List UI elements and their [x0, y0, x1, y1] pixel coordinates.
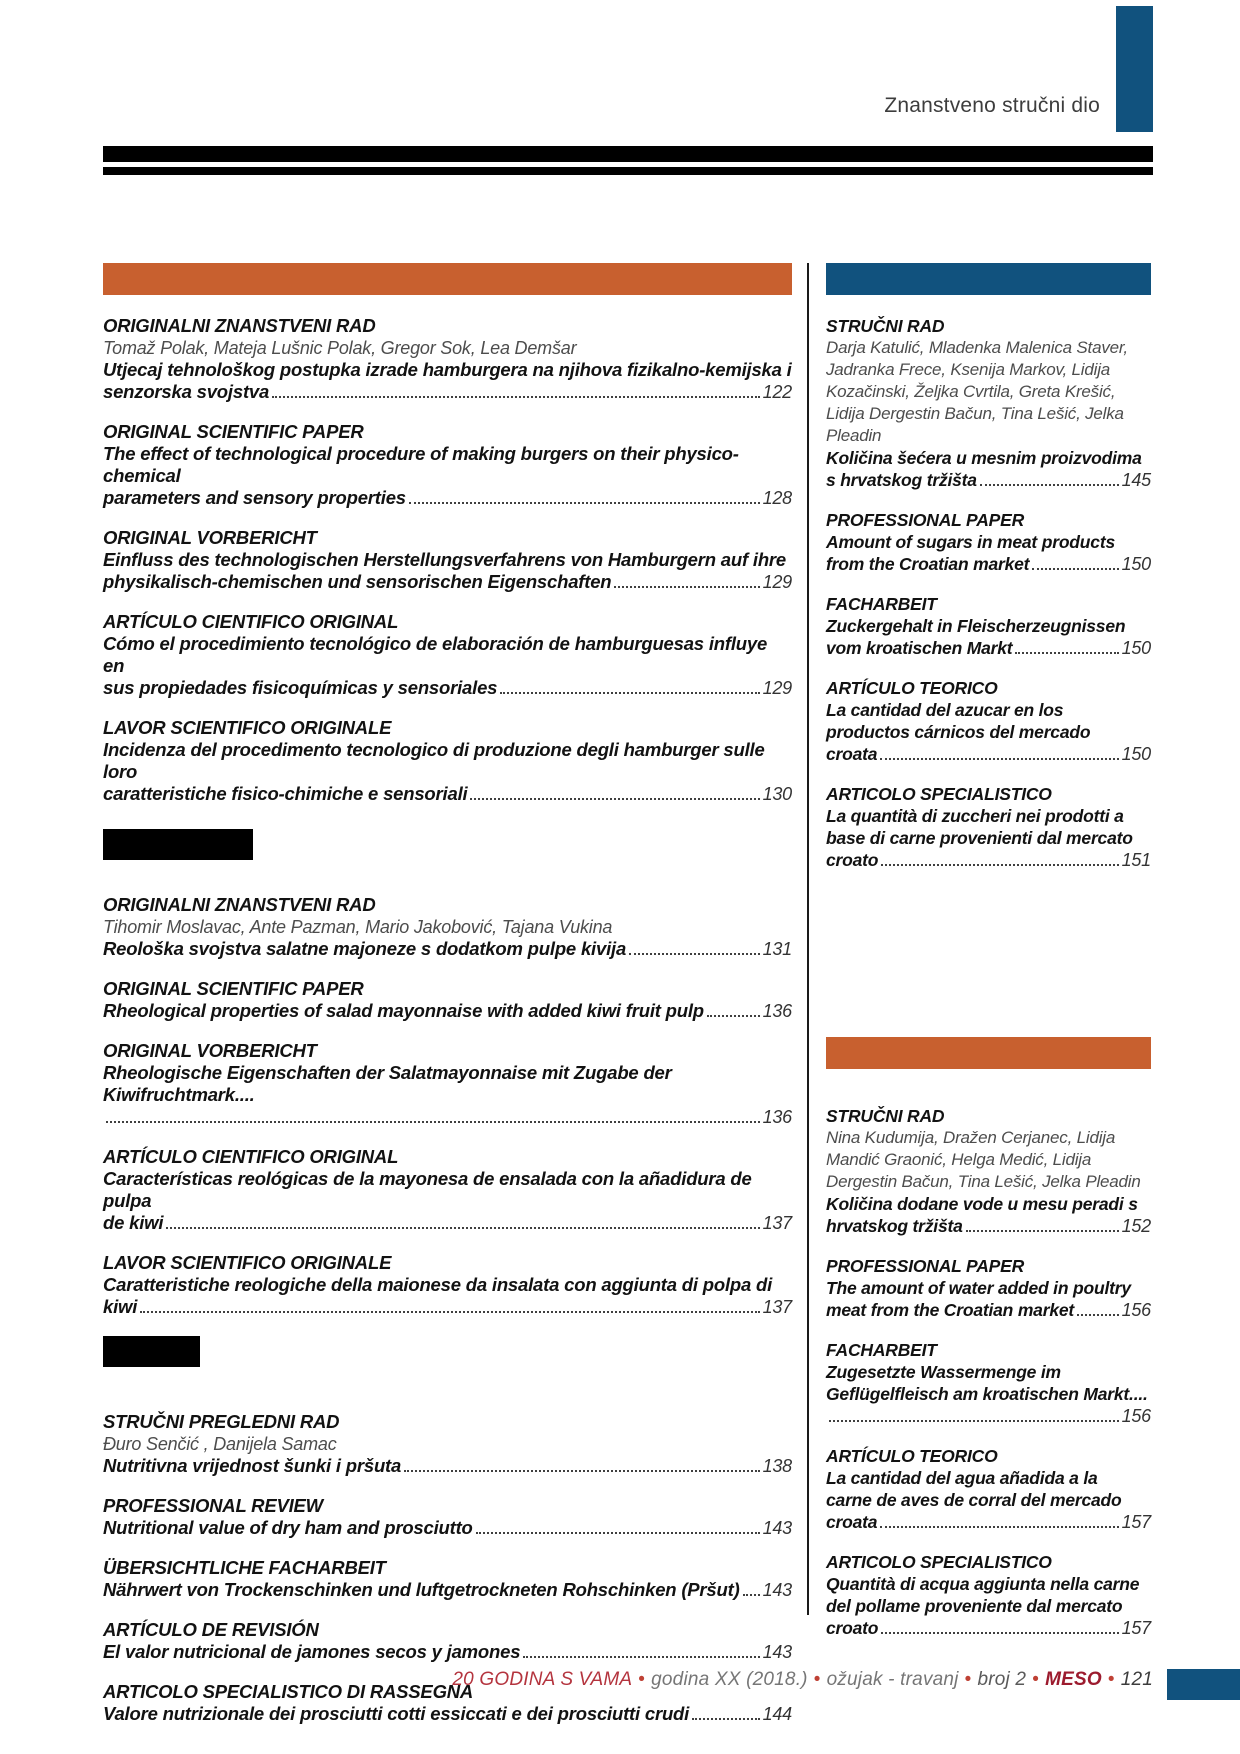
footer-brand: 20 GODINA S VAMA [452, 1669, 633, 1690]
entry-type-heading: PROFESSIONAL PAPER [826, 510, 1025, 530]
entry-title-line: Cómo el procedimiento tecnológico de elaboración de hamburguesas influye en [103, 633, 768, 676]
toc-entry [103, 1252, 792, 1318]
entry-page-number: 150 [1121, 638, 1151, 658]
entry-title-line: La cantidad del agua añadida a la [826, 1468, 1098, 1488]
entry-title-text: croato [826, 850, 879, 870]
entry-type-heading: ORIGINALNI ZNANSTVENI RAD [103, 894, 376, 915]
entry-type-heading: ORIGINAL VORBERICHT [103, 1040, 317, 1061]
entry-title-last-line [103, 677, 792, 699]
entry-type-heading: ORIGINALNI ZNANSTVENI RAD [103, 315, 376, 336]
dotted-leader [629, 953, 760, 955]
dotted-leader [881, 864, 1118, 866]
dotted-leader [707, 1015, 760, 1017]
bottom-right-blue-box [1167, 1669, 1240, 1700]
entry-title-line: Količina dodane vode u mesu peradi s [826, 1194, 1138, 1214]
entry-type-heading: ARTÍCULO DE REVISIÓN [103, 1619, 319, 1640]
dotted-leader [829, 1420, 1119, 1422]
entry-title-line: Quantità di acqua aggiunta nella carne [826, 1574, 1140, 1594]
top-right-blue-box [1116, 6, 1153, 132]
dotted-leader [106, 1121, 760, 1123]
toc-entry [103, 315, 792, 403]
entry-page-number: 143 [762, 1580, 792, 1600]
entry-title-last-line [826, 1511, 1151, 1533]
entry-title-text: caratteristiche fisico-chimiche e sensoriali [103, 783, 468, 804]
toc-entry [103, 611, 792, 699]
toc-entry [826, 1445, 1151, 1533]
toc-entry [103, 527, 792, 593]
entry-title-text: Nutritivna vrijednost šunki i pršuta [103, 1455, 402, 1476]
entry-title-last-line [103, 1106, 792, 1128]
entry-title-text: Valore nutrizionale dei prosciutti cotti essiccati e dei prosciutti crudi [103, 1703, 690, 1724]
entry-title-text: Nutritional value of dry ham and prosciutto [103, 1517, 473, 1538]
entry-title-text: croato [826, 1618, 879, 1638]
entry-page-number: 157 [1121, 1618, 1151, 1638]
entry-type-heading: ORIGINAL SCIENTIFIC PAPER [103, 978, 364, 999]
dotted-leader [409, 502, 760, 504]
entry-title-text: parameters and sensory properties [103, 487, 406, 508]
dotted-leader [880, 1526, 1118, 1528]
toc-entry [103, 894, 792, 960]
entry-title-text: physikalisch-chemischen und sensorischen Eigenschaften [103, 571, 612, 592]
dotted-leader [980, 484, 1119, 486]
entry-title-line: The effect of technological procedure of making burgers on their physico-chemical [103, 443, 739, 486]
entry-title-text: senzorska svojstva [103, 381, 270, 402]
dotted-leader [1077, 1314, 1119, 1316]
entry-page-number: 157 [1121, 1512, 1151, 1532]
entry-title-last-line [826, 1299, 1151, 1321]
toc-entry [103, 1495, 792, 1539]
toc-entry [826, 1255, 1151, 1321]
entry-page-number: 150 [1121, 744, 1151, 764]
footer-bullet: • [964, 1669, 972, 1690]
entry-page-number: 145 [1121, 470, 1151, 490]
entry-authors: Darja Katulić, Mladenka Malenica Staver, Jadranka Frece, Ksenija Markov, Lidija Kozačinski, Željka Cvrtila, Greta Krešić, Lidija Dergestin Bačun, Tina Lešić, Jelka Pleadin [826, 338, 1128, 445]
dotted-leader [500, 692, 759, 694]
toc-column-left [103, 263, 792, 1743]
entry-title-line: Incidenza del procedimento tecnologico di produzione degli hamburger sulle loro [103, 739, 765, 782]
entry-title-text: Reološka svojstva salatne majoneze s dodatkom pulpe kivija [103, 938, 627, 959]
entry-page-number: 138 [762, 1456, 792, 1476]
footer-bullet: • [813, 1669, 821, 1690]
entry-title-line: carne de aves de corral del mercado [826, 1490, 1122, 1510]
dotted-leader [743, 1594, 760, 1596]
header-rule-thick [103, 146, 1153, 162]
entry-authors: Tihomir Moslavac, Ante Pazman, Mario Jakobović, Tajana Vukina [103, 917, 613, 937]
entry-title-text: s hrvatskog tržišta [826, 470, 977, 490]
toc-entry [826, 1551, 1151, 1639]
entry-type-heading: ÜBERSICHTLICHE FACHARBEIT [103, 1557, 386, 1578]
entry-page-number: 152 [1121, 1216, 1151, 1236]
entry-title-line: Rheologische Eigenschaften der Salatmayonnaise mit Zugabe der Kiwifruchtmark.... [103, 1062, 672, 1105]
entry-title-line: Características reológicas de la mayonesa de ensalada con la añadidura de pulpa [103, 1168, 752, 1211]
footer-page-number: 121 [1120, 1669, 1153, 1690]
toc-entry [826, 1339, 1151, 1427]
dotted-leader [140, 1311, 759, 1313]
entry-type-heading: ARTÍCULO TEORICO [826, 678, 998, 698]
entry-type-heading: ARTICOLO SPECIALISTICO DI RASSEGNA [103, 1681, 474, 1702]
entry-title-text: vom kroatischen Markt [826, 638, 1013, 658]
entry-page-number: 136 [762, 1107, 792, 1127]
dotted-leader [966, 1230, 1119, 1232]
entry-title-last-line [103, 1455, 792, 1477]
entry-authors: Tomaž Polak, Mateja Lušnic Polak, Gregor Sok, Lea Demšar [103, 338, 577, 358]
entry-type-heading: PROFESSIONAL PAPER [826, 1256, 1025, 1276]
entry-page-number: 137 [762, 1213, 792, 1233]
entry-title-line: Caratteristiche reologiche della maionese da insalata con aggiunta di polpa di [103, 1274, 773, 1295]
entry-page-number: 143 [762, 1518, 792, 1538]
entry-page-number: 129 [762, 572, 792, 592]
entry-title-line: Amount of sugars in meat products [826, 532, 1115, 552]
entry-title-text: kiwi [103, 1296, 138, 1317]
entry-title-last-line [826, 1405, 1151, 1427]
entry-title-text: Nährwert von Trockenschinken und luftgetrockneten Rohschinken (Pršut) [103, 1579, 740, 1600]
entry-title-last-line [826, 1617, 1151, 1639]
entry-title-line: Količina šećera u mesnim proizvodima [826, 448, 1142, 468]
toc-entry [826, 593, 1151, 659]
entry-type-heading: FACHARBEIT [826, 1340, 937, 1360]
entry-type-heading: ORIGINAL VORBERICHT [103, 527, 317, 548]
redacted-black-bar [103, 829, 253, 860]
toc-entry [103, 421, 792, 509]
entry-title-text: sus propiedades fisicoquímicas y sensoriales [103, 677, 498, 698]
entry-page-number: 150 [1121, 554, 1151, 574]
entry-title-last-line [826, 849, 1151, 871]
entry-title-text: de kiwi [103, 1212, 164, 1233]
entry-title-last-line [103, 783, 792, 805]
entry-title-line: productos cárnicos del mercado [826, 722, 1091, 742]
entry-type-heading: FACHARBEIT [826, 594, 937, 614]
toc-entry [103, 1557, 792, 1601]
redacted-black-bar [103, 1336, 200, 1367]
entry-page-number: 136 [762, 1001, 792, 1021]
dotted-leader [1032, 568, 1118, 570]
footer-journal-name: MESO [1045, 1669, 1102, 1690]
entry-page-number: 156 [1121, 1300, 1151, 1320]
column-divider [807, 263, 809, 1615]
entry-title-text: El valor nutricional de jamones secos y jamones [103, 1641, 521, 1662]
dotted-leader [470, 798, 759, 800]
entry-page-number: 151 [1121, 850, 1151, 870]
toc-entry [103, 1411, 792, 1477]
entry-type-heading: STRUČNI RAD [826, 316, 945, 336]
toc-entry [826, 783, 1151, 871]
entry-type-heading: STRUČNI PREGLEDNI RAD [103, 1411, 340, 1432]
entry-page-number: 129 [762, 678, 792, 698]
entry-title-text: from the Croatian market [826, 554, 1030, 574]
entry-title-text: hrvatskog tržišta [826, 1216, 963, 1236]
footer-bullet: • [1032, 1669, 1040, 1690]
dotted-leader [881, 1632, 1118, 1634]
entry-page-number: 144 [762, 1704, 792, 1724]
entry-title-last-line [103, 1703, 792, 1725]
dotted-leader [523, 1656, 759, 1658]
entry-title-last-line [103, 1212, 792, 1234]
toc-entry [103, 978, 792, 1022]
entry-title-line: del pollame proveniente dal mercato [826, 1596, 1123, 1616]
entry-title-last-line [826, 469, 1151, 491]
footer-line [452, 1669, 1153, 1691]
section-label: Znanstveno stručni dio [884, 94, 1100, 117]
entry-title-last-line [103, 1296, 792, 1318]
entry-page-number: 156 [1121, 1406, 1151, 1426]
entry-type-heading: LAVOR SCIENTIFICO ORIGINALE [103, 1252, 392, 1273]
toc-column-right [826, 263, 1151, 1657]
entry-title-line: La quantità di zuccheri nei prodotti a [826, 806, 1124, 826]
toc-entry [103, 1619, 792, 1663]
toc-entry [826, 315, 1151, 491]
dotted-leader [404, 1470, 759, 1472]
toc-columns [103, 263, 1153, 1743]
entry-page-number: 122 [762, 382, 792, 402]
entry-type-heading: PROFESSIONAL REVIEW [103, 1495, 323, 1516]
entry-title-last-line [103, 381, 792, 403]
entry-title-text: croata [826, 744, 878, 764]
blue-section-bar [826, 263, 1151, 295]
entry-title-last-line [103, 571, 792, 593]
entry-title-text: croata [826, 1512, 878, 1532]
dotted-leader [614, 586, 759, 588]
entry-authors: Đuro Senčić , Danijela Samac [103, 1434, 337, 1454]
entry-title-text: meat from the Croatian market [826, 1300, 1075, 1320]
dotted-leader [476, 1532, 760, 1534]
dotted-leader [166, 1227, 759, 1229]
footer-months: ožujak - travanj [826, 1669, 959, 1690]
entry-page-number: 128 [762, 488, 792, 508]
entry-title-line: La cantidad del azucar en los [826, 700, 1064, 720]
dotted-leader [692, 1718, 759, 1720]
toc-entry [826, 1105, 1151, 1237]
toc-entry [826, 509, 1151, 575]
entry-title-last-line [103, 938, 792, 960]
toc-entry [103, 1146, 792, 1234]
orange-section-bar [103, 263, 792, 295]
footer-year: godina XX (2018.) [651, 1669, 808, 1690]
entry-title-line: Zugesetzte Wassermenge im [826, 1362, 1061, 1382]
entry-title-last-line [103, 1641, 792, 1663]
entry-title-last-line [103, 487, 792, 509]
entry-title-last-line [103, 1000, 792, 1022]
entry-title-last-line [826, 743, 1151, 765]
entry-title-line: base di carne provenienti dal mercato [826, 828, 1133, 848]
entry-title-line: Zuckergehalt in Fleischerzeugnissen [826, 616, 1126, 636]
toc-entry [103, 1040, 792, 1128]
entry-type-heading: ARTÍCULO TEORICO [826, 1446, 998, 1466]
entry-type-heading: ARTÍCULO CIENTIFICO ORIGINAL [103, 611, 399, 632]
entry-title-text: Rheological properties of salad mayonnaise with added kiwi fruit pulp [103, 1000, 704, 1021]
footer-issue: broj 2 [977, 1669, 1027, 1690]
entry-title-line: Geflügelfleisch am kroatischen Markt.... [826, 1384, 1148, 1404]
entry-type-heading: ARTÍCULO CIENTIFICO ORIGINAL [103, 1146, 399, 1167]
entry-type-heading: ORIGINAL SCIENTIFIC PAPER [103, 421, 364, 442]
footer-bullet: • [1107, 1669, 1115, 1690]
entry-page-number: 131 [762, 939, 792, 959]
orange-section-bar [826, 1037, 1151, 1069]
entry-type-heading: LAVOR SCIENTIFICO ORIGINALE [103, 717, 392, 738]
entry-title-last-line [826, 553, 1151, 575]
entry-title-line: The amount of water added in poultry [826, 1278, 1131, 1298]
entry-title-last-line [826, 1215, 1151, 1237]
dotted-leader [272, 396, 759, 398]
entry-type-heading: ARTICOLO SPECIALISTICO [826, 784, 1052, 804]
footer-bullet: • [638, 1669, 646, 1690]
entry-authors: Nina Kudumija, Dražen Cerjanec, Lidija Mandić Graonić, Helga Medić, Lidija Dergestin Bačun, Tina Lešić, Jelka Pleadin [826, 1128, 1141, 1191]
toc-entry [826, 677, 1151, 765]
toc-entry [103, 717, 792, 805]
dotted-leader [1015, 652, 1118, 654]
entry-type-heading: STRUČNI RAD [826, 1106, 945, 1126]
header-rule-thin [103, 167, 1153, 175]
entry-title-line: Utjecaj tehnološkog postupka izrade hamburgera na njihova fizikalno-kemijska i [103, 359, 792, 380]
entry-title-last-line [103, 1517, 792, 1539]
entry-page-number: 137 [762, 1297, 792, 1317]
dotted-leader [880, 758, 1118, 760]
entry-type-heading: ARTICOLO SPECIALISTICO [826, 1552, 1052, 1572]
entry-title-line: Einfluss des technologischen Herstellungsverfahrens von Hamburgern auf ihre [103, 549, 787, 570]
entry-page-number: 130 [762, 784, 792, 804]
entry-title-last-line [826, 637, 1151, 659]
entry-title-last-line [103, 1579, 792, 1601]
entry-page-number: 143 [762, 1642, 792, 1662]
